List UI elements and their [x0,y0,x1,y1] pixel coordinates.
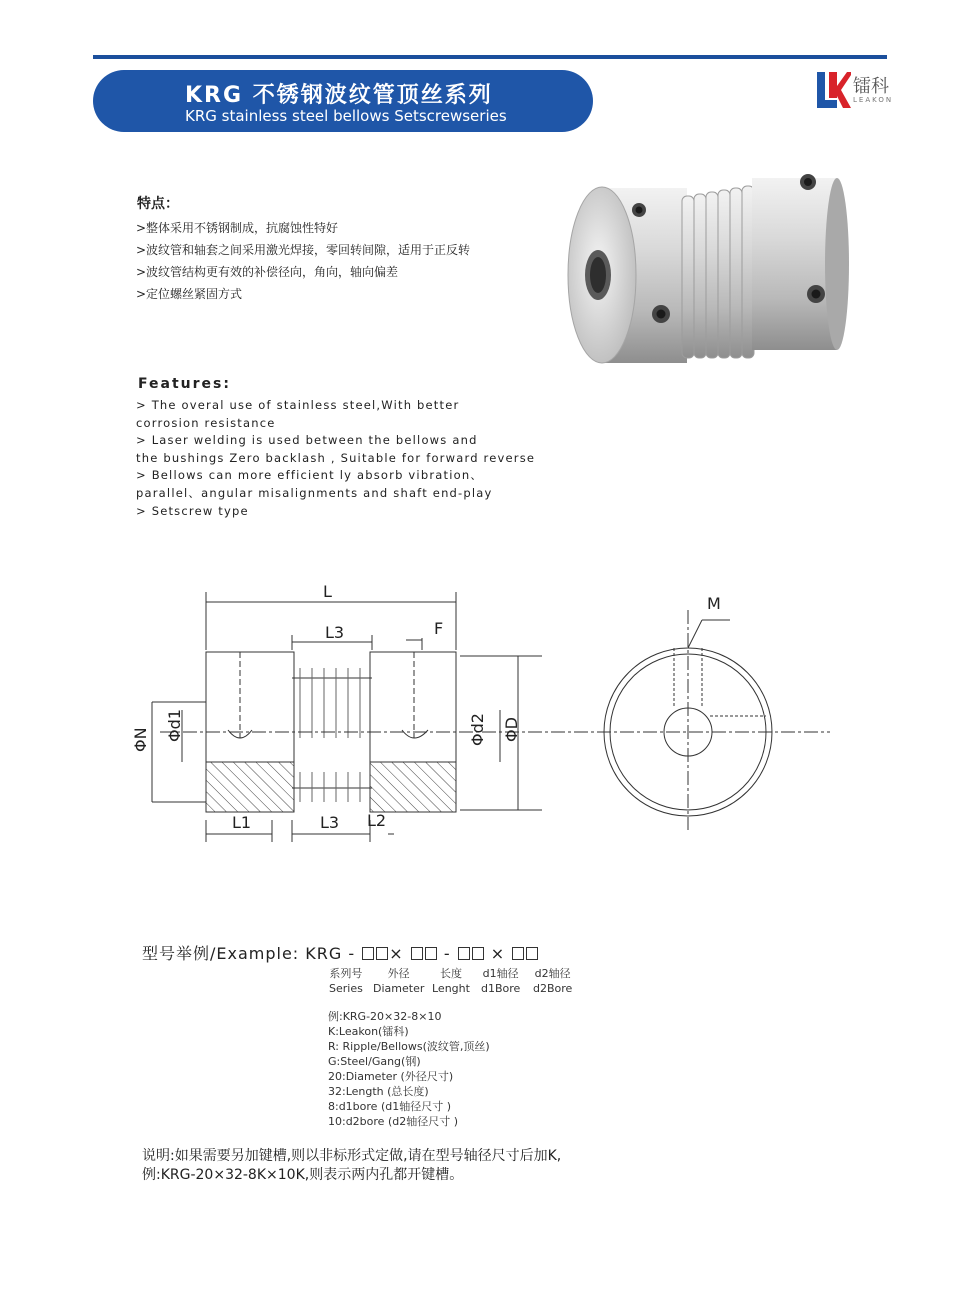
legend-d1: d1轴径 d1Bore [481,967,521,995]
list-item: G:Steel/Gang(钢) [328,1055,421,1068]
brand-logo [815,70,895,112]
leakon-logo-icon [815,70,851,110]
legend-diameter: 外径 Diameter [373,967,425,995]
example-prefix: 型号举例/Example: KRG - [142,944,362,963]
legend-series: 系列号 Series [329,967,363,995]
placeholder-box [425,947,437,960]
list-item: >波纹管和轴套之间采用激光焊接，零回转间隙，适用于正反转 [136,243,471,257]
example-times-2: × [490,944,506,963]
example-dash: - [437,944,457,963]
product-photo [562,168,852,393]
brand-en: LEAKON [853,96,894,104]
dim-label-phid1: Φd1 [165,709,184,742]
dim-label-L3-bottom: L3 [320,813,340,832]
list-item: > The overal use of stainless steel,With better [136,398,460,412]
placeholder-box [526,947,538,960]
dim-label-F: F [434,619,444,638]
list-item: R: Ripple/Bellows(波纹管,顶丝) [328,1040,490,1053]
title-en: KRG stainless steel bellows Setscrewseries [185,107,507,125]
model-example [142,941,539,964]
features-en-list [136,397,535,520]
keyway-note [142,1147,561,1185]
features-cn-title: 特点： [137,196,179,212]
dim-label-M: M [707,594,721,613]
features-en-title: Features: [138,376,231,392]
features-cn-list [136,217,470,305]
list-item: 8:d1bore (d1轴径尺寸 ) [328,1100,452,1113]
placeholder-box [472,947,484,960]
list-item: >波纹管结构更有效的补偿径向，角向，轴向偏差 [136,265,399,279]
list-item: 例:KRG-20×32-8×10 [328,1010,442,1023]
placeholder-box [362,947,374,960]
note-line: 说明:如果需要另加键槽,则以非标形式定做,请在型号轴径尺寸后加K, [142,1148,562,1164]
dim-label-phid2: Φd2 [468,713,487,746]
list-item: parallel、angular misalignments and shaft end-play [136,485,493,500]
legend-length: 长度 Lenght [432,967,470,995]
dim-label-L: L [323,582,332,601]
list-item: corrosion resistance [136,415,276,430]
dim-label-L2: L2 [367,811,387,830]
list-item: 32:Length (总长度) [328,1085,429,1098]
placeholder-box [512,947,524,960]
list-item: K:Leakon(镭科) [328,1025,409,1038]
placeholder-box [458,947,470,960]
note-line: 例:KRG-20×32-8K×10K,则表示两内孔都开键槽。 [142,1167,464,1183]
placeholder-box [411,947,423,960]
title-cn: KRG 不锈钢波纹管顶丝系列 [185,83,493,108]
dim-label-L3-top: L3 [325,623,345,642]
list-item: >定位螺丝紧固方式 [136,287,243,301]
example-explanation [328,1009,490,1129]
dim-label-phiN: ΦN [131,727,150,752]
list-item: 10:d2bore (d2轴径尺寸 ) [328,1115,459,1128]
example-times-1: × [389,944,404,963]
header-rule [93,55,887,59]
title-banner [93,70,593,132]
list-item: > Setscrew type [136,503,249,518]
brand-cn: 镭科 [853,76,889,97]
list-item: > Laser welding is used between the bellows and [136,433,478,448]
list-item: the bushings Zero backlash , Suitable for forward reverse [136,450,536,465]
dim-label-phiD: ΦD [502,717,521,742]
dim-label-L1: L1 [232,813,252,832]
list-item: >整体采用不锈钢制成，抗腐蚀性特好 [136,221,339,235]
placeholder-box [376,947,388,960]
list-item: 20:Diameter (外径尺寸) [328,1070,454,1083]
legend-d2: d2轴径 d2Bore [533,967,573,995]
list-item: > Bellows can more efficient ly absorb vibration、 [136,468,484,483]
